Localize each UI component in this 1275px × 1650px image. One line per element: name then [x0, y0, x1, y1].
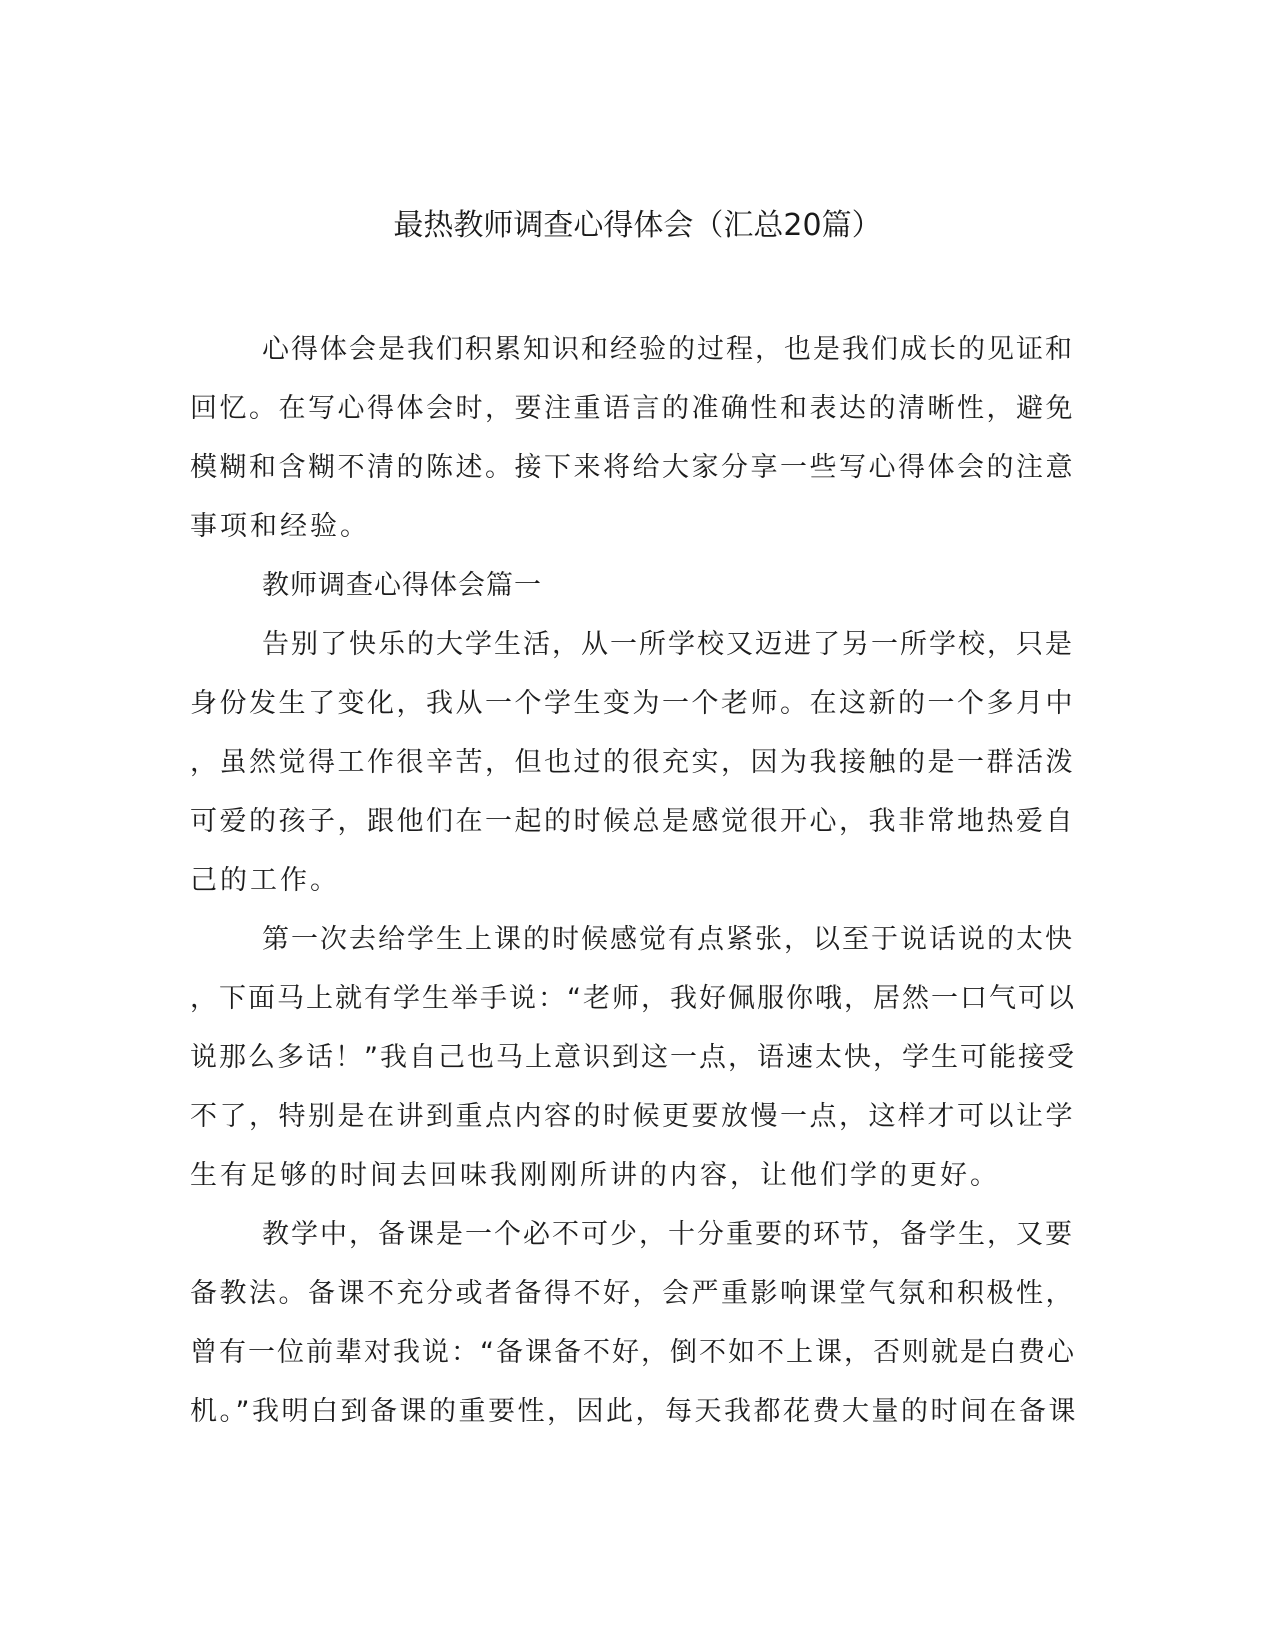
paragraph-line: 曾有一位前辈对我说：“备课备不好，倒不如不上课，否则就是白费心: [190, 1337, 1076, 1368]
paragraph-line: 机。”我明白到备课的重要性，因此，每天我都花费大量的时间在备课: [190, 1396, 1078, 1427]
paragraph-line: 模糊和含糊不清的陈述。接下来将给大家分享一些写心得体会的注意: [190, 452, 1075, 483]
paragraph-line: 告别了快乐的大学生活，从一所学校又迈进了另一所学校，只是: [262, 629, 1074, 660]
paragraph-line: 说那么多话！”我自己也马上意识到这一点，语速太快，学生可能接受: [190, 1042, 1076, 1073]
paragraph-line: 教学中，备课是一个必不可少，十分重要的环节，备学生，又要: [262, 1219, 1074, 1250]
paragraph-line: 身份发生了变化，我从一个学生变为一个老师。在这新的一个多月中: [190, 688, 1075, 719]
paragraph-line: 可爱的孩子，跟他们在一起的时候总是感觉很开心，我非常地热爱自: [190, 806, 1075, 837]
paragraph-line: 生有足够的时间去回味我刚刚所讲的内容，让他们学的更好。: [190, 1160, 1000, 1191]
section-heading: 教师调查心得体会篇一: [262, 570, 542, 601]
paragraph-line: ，虽然觉得工作很辛苦，但也过的很充实，因为我接触的是一群活泼: [190, 747, 1075, 778]
paragraph-line: 第一次去给学生上课的时候感觉有点紧张，以至于说话说的太快: [262, 924, 1074, 955]
paragraph-line: 心得体会是我们积累知识和经验的过程，也是我们成长的见证和: [262, 334, 1074, 365]
paragraph-line: 回忆。在写心得体会时，要注重语言的准确性和表达的清晰性，避免: [190, 393, 1075, 424]
paragraph-line: ，下面马上就有学生举手说：“老师，我好佩服你哦，居然一口气可以: [190, 983, 1076, 1014]
paragraph-line: 备教法。备课不充分或者备得不好，会严重影响课堂气氛和积极性，: [190, 1278, 1075, 1309]
paragraph-line: 己的工作。: [190, 865, 340, 896]
document-title: 最热教师调查心得体会（汇总20篇）: [393, 208, 882, 243]
paragraph-line: 事项和经验。: [190, 511, 370, 542]
document-body: [190, 320, 1080, 1441]
paragraph-line: 不了，特别是在讲到重点内容的时候更要放慢一点，这样才可以让学: [190, 1101, 1075, 1132]
